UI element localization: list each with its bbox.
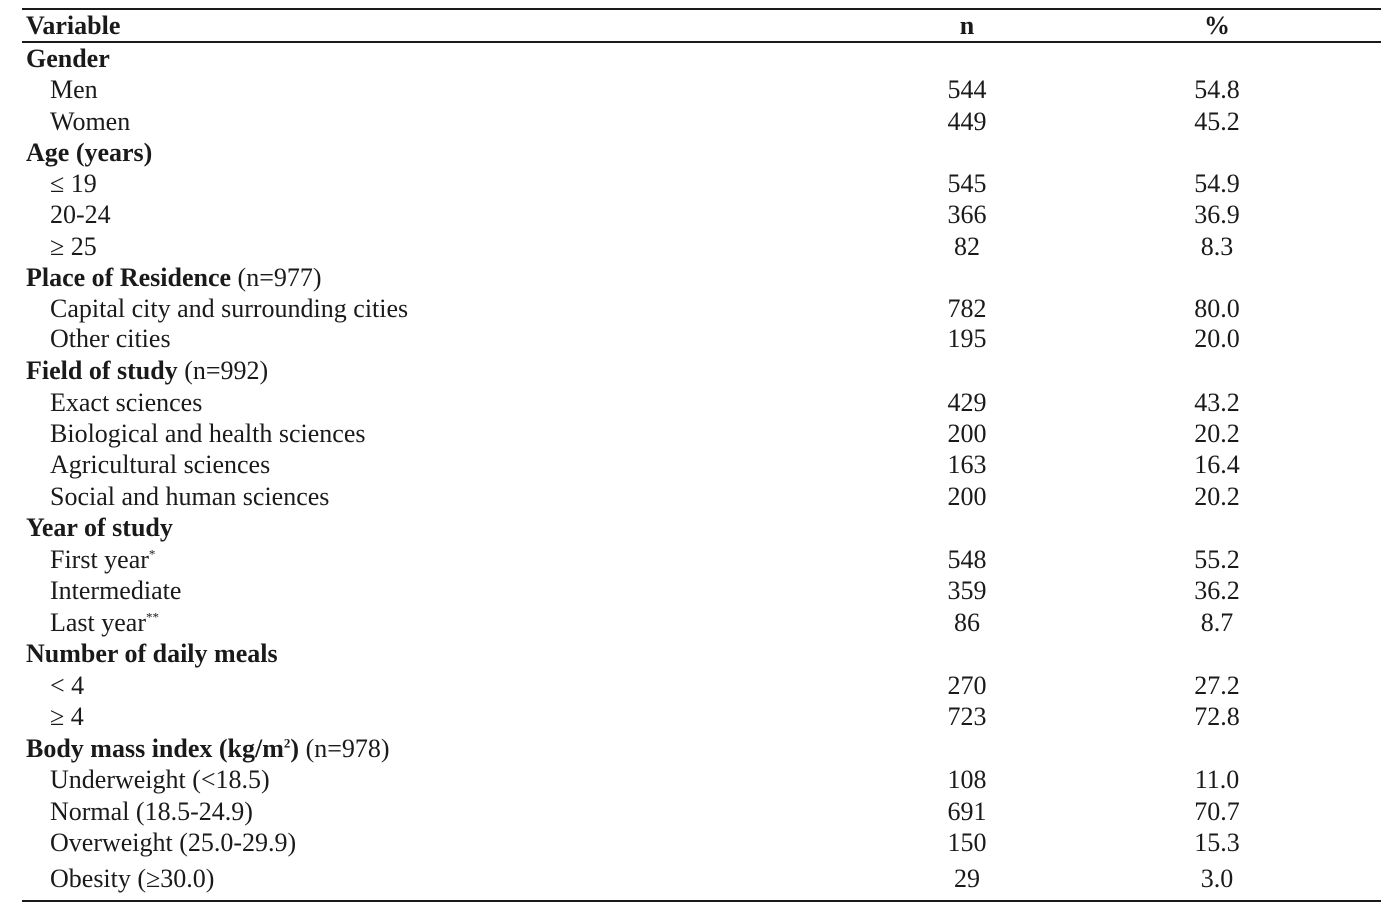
table-row: [22, 863, 1381, 894]
row-n: 86: [954, 608, 980, 637]
row-percent: 54.8: [1194, 75, 1240, 104]
table-row: [22, 827, 1381, 858]
row-n: 108: [947, 765, 987, 794]
row-label: Obesity (≥30.0): [50, 864, 215, 893]
row-label: First year: [50, 545, 149, 574]
row-percent: 36.2: [1194, 576, 1240, 605]
table-row: [22, 231, 1381, 262]
row-label: Other cities: [50, 324, 171, 353]
table-row: [22, 544, 1381, 575]
row-n: 782: [947, 294, 987, 323]
section-title: Number of daily meals: [26, 639, 278, 668]
row-n: 150: [947, 828, 987, 857]
row-label: ≥ 4: [50, 702, 84, 731]
section-note: (n=978): [305, 734, 390, 763]
section-header-meals: [22, 638, 1381, 669]
section-header-year: [22, 512, 1381, 543]
row-n: 723: [947, 702, 987, 731]
table-row: [22, 293, 1381, 324]
table-row: [22, 701, 1381, 732]
row-percent: 11.0: [1194, 765, 1240, 794]
row-percent: 72.8: [1194, 702, 1240, 731]
row-n: 82: [954, 232, 980, 261]
table-row: [22, 481, 1381, 512]
table-row: [22, 168, 1381, 199]
table-row: [22, 199, 1381, 230]
table-row: [22, 607, 1381, 638]
section-header-residence: [22, 262, 1381, 293]
row-label: Biological and health sciences: [50, 419, 366, 448]
section-title: Body mass index (kg/m: [26, 734, 284, 763]
row-n: 29: [954, 864, 980, 893]
row-n: 270: [947, 671, 987, 700]
row-percent: 45.2: [1194, 107, 1240, 136]
section-title: Field of study: [26, 356, 178, 385]
row-label: ≥ 25: [50, 232, 97, 261]
row-percent: 55.2: [1194, 545, 1240, 574]
footnote-marker: *: [148, 546, 156, 562]
section-note: (n=977): [237, 263, 322, 292]
table-row: [22, 74, 1381, 105]
table-row: [22, 670, 1381, 701]
table-bottom-rule: [22, 900, 1381, 902]
row-n: 449: [947, 107, 987, 136]
table-row: [22, 796, 1381, 827]
table-row: [22, 764, 1381, 795]
row-label: Capital city and surrounding cities: [50, 294, 409, 323]
section-header-field: [22, 355, 1381, 386]
section-title: Place of Residence: [26, 263, 232, 292]
row-label: Underweight (<18.5): [50, 765, 270, 794]
table-row: [22, 449, 1381, 480]
table-row: [22, 323, 1381, 354]
row-percent: 20.2: [1194, 482, 1240, 511]
table-row: [22, 418, 1381, 449]
section-title: Gender: [26, 44, 110, 73]
row-n: 195: [947, 324, 987, 353]
table-row: [22, 106, 1381, 137]
section-title-end: ): [290, 734, 300, 763]
row-percent: 3.0: [1200, 864, 1234, 893]
section-title: Age (years): [26, 138, 153, 167]
section-header-age: [22, 137, 1381, 168]
section-header-bmi: [22, 733, 1381, 764]
table-header-row: [22, 10, 1381, 41]
table-row: [22, 387, 1381, 418]
row-percent: 27.2: [1194, 671, 1240, 700]
unit-superscript: 2: [283, 735, 291, 751]
row-percent: 16.4: [1194, 450, 1240, 479]
row-n: 200: [947, 482, 987, 511]
header-percent: %: [1204, 11, 1230, 40]
section-header-gender: [22, 43, 1381, 74]
table-row: [22, 575, 1381, 606]
row-n: 429: [947, 388, 987, 417]
row-n: 163: [947, 450, 987, 479]
row-percent: 54.9: [1194, 169, 1240, 198]
footnote-marker: **: [146, 609, 160, 625]
row-percent: 15.3: [1194, 828, 1240, 857]
row-percent: 36.9: [1194, 200, 1240, 229]
row-percent: 20.0: [1194, 324, 1240, 353]
row-label: Exact sciences: [50, 388, 203, 417]
row-n: 544: [947, 75, 987, 104]
row-percent: 43.2: [1194, 388, 1240, 417]
row-label: Agricultural sciences: [50, 450, 271, 479]
section-note: (n=992): [184, 356, 269, 385]
row-label: 20-24: [50, 200, 111, 229]
row-label: Intermediate: [50, 576, 182, 605]
row-label: Women: [50, 107, 131, 136]
row-percent: 8.3: [1200, 232, 1234, 261]
row-percent: 8.7: [1200, 608, 1234, 637]
section-title: Year of study: [26, 513, 173, 542]
header-variable: Variable: [26, 11, 121, 40]
row-label: < 4: [50, 671, 85, 700]
header-n: n: [959, 11, 975, 40]
row-n: 200: [947, 419, 987, 448]
row-n: 691: [947, 797, 987, 826]
row-percent: 20.2: [1194, 419, 1240, 448]
row-label: ≤ 19: [50, 169, 97, 198]
row-n: 548: [947, 545, 987, 574]
row-label: Overweight (25.0-29.9): [50, 828, 297, 857]
row-label: Last year: [50, 608, 147, 637]
row-percent: 80.0: [1194, 294, 1240, 323]
row-n: 366: [947, 200, 987, 229]
row-percent: 70.7: [1194, 797, 1240, 826]
row-label: Social and human sciences: [50, 482, 330, 511]
row-label: Men: [50, 75, 98, 104]
row-n: 545: [947, 169, 987, 198]
row-n: 359: [947, 576, 987, 605]
row-label: Normal (18.5-24.9): [50, 797, 253, 826]
